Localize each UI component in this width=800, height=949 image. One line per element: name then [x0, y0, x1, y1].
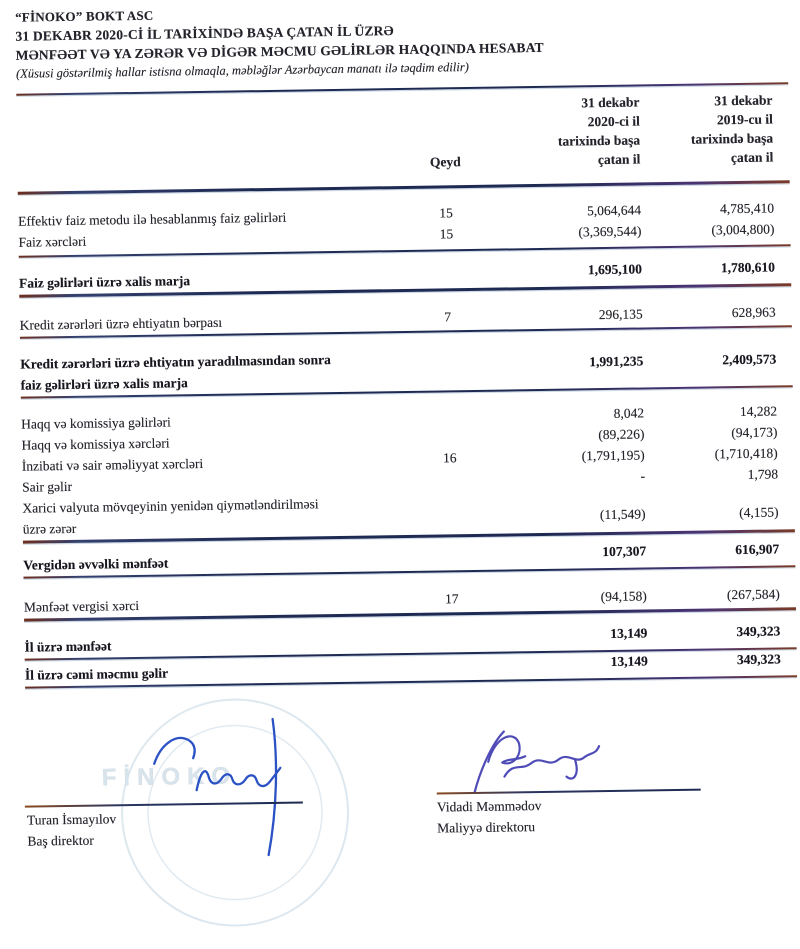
signature-area: [25, 678, 797, 945]
row-value-2020: (3,369,544): [578, 223, 642, 240]
row-note: [423, 546, 479, 547]
note-column-header: Qeyd: [429, 154, 461, 170]
row-value-2020: (1,791,195): [581, 447, 645, 464]
row-label: Kredit zərərləri üzrə ehtiyatın yaradılmasından sonra faiz gəlirləri üzrə xalis marja: [20, 352, 331, 393]
signature-vidadi-memmedov: [474, 730, 600, 792]
row-value-2019: 2,409,573: [722, 351, 777, 368]
row-value-2020: 1,695,100: [587, 261, 643, 278]
column-header-2019: 31 dekabr 2019-cu il tarixində başa çatan il: [690, 92, 774, 166]
row-label: Faiz xərcləri: [18, 233, 87, 250]
row-note: [421, 405, 477, 406]
row-value-2020: 107,307: [602, 543, 647, 559]
row-value-2019: 1,798: [747, 466, 779, 483]
row-value-2020: 5,064,644: [586, 202, 642, 219]
row-label: Kredit zərərləri üzrə ehtiyatın bərpası: [19, 314, 223, 333]
signatory-name-left: Turan İsmayılov: [26, 811, 117, 828]
row-value-2019: 616,907: [735, 541, 780, 557]
row-label: Faiz gəlirləri üzrə xalis marja: [19, 273, 191, 291]
row-note: 17: [444, 591, 459, 607]
row-label: Haqq və komissiya xərcləri: [21, 435, 170, 454]
horizontal-rule: [18, 181, 790, 195]
row-note: [420, 345, 476, 346]
row-note: 16: [442, 450, 457, 466]
stamp-and-signatures-graphic: [3, 678, 797, 946]
row-note: [419, 264, 475, 265]
company-name: “FİNOKO” BOKT ASC: [15, 7, 154, 25]
row-value-2019: (94,173): [731, 424, 778, 441]
row-value-2020: 1,991,235: [589, 353, 644, 370]
row-label: İnzibati və sair əməliyyat xərcləri: [21, 456, 204, 475]
row-value-2019: 628,963: [731, 304, 776, 320]
row-label: İl üzrə cəmi məcmu gəlir: [24, 665, 169, 683]
row-value-2019: 349,323: [736, 651, 781, 667]
row-label: Sair gəlir: [22, 479, 73, 496]
row-value-2019: 1,780,610: [720, 259, 776, 276]
statement-period-title: 31 DEKABR 2020-Cİ İL TARİXİNDƏ BAŞA ÇATAN İL ÜZRƏ: [15, 23, 394, 44]
row-value-2019: (267,584): [726, 586, 780, 603]
row-value-2019: 14,282: [739, 403, 778, 420]
table-column-headers: [16, 91, 785, 178]
row-label: Xarici valyuta mövqeyinin yenidən qiymətləndirilməsi üzrə zərər: [22, 496, 319, 538]
row-note: [424, 627, 480, 628]
row-value-2020: 13,149: [610, 624, 648, 641]
signatory-title-left: Baş direktor: [27, 832, 94, 849]
row-label: İl üzrə mənfəət: [24, 637, 112, 655]
signatory-name-right: Vidadi Məmmədov: [436, 798, 542, 815]
row-note: 7: [444, 308, 452, 324]
row-value-2020: 296,135: [598, 306, 643, 322]
row-note: 15: [439, 205, 453, 221]
row-value-2020: -: [640, 468, 646, 484]
row-value-2019: 4,785,410: [719, 200, 775, 217]
currency-note: (Xüsusi göstərilmiş hallar istisna olmaqla, məbləğlər Azərbaycan manatı ilə təqdim edilir): [15, 60, 469, 81]
signatory-title-right: Maliyyə direktoru: [437, 819, 536, 836]
row-value-2019: (1,710,418): [714, 445, 778, 462]
label-column-header: [18, 172, 418, 178]
row-value-2020: (11,549): [599, 506, 646, 523]
column-header-2020: 31 dekabr 2020-ci il tarixində başa çatan il: [557, 94, 641, 168]
row-value-2020: (94,158): [600, 588, 647, 605]
row-value-2019: 349,323: [736, 622, 781, 639]
row-value-2020: 13,149: [610, 653, 648, 669]
company-stamp: [101, 698, 350, 928]
row-note: 15: [439, 226, 454, 242]
row-note: [425, 656, 481, 657]
row-label: Effektiv faiz metodu ilə hesablanmış faiz gəlirləri: [18, 209, 287, 229]
row-label: Haqq və komissiya gəlirləri: [21, 414, 171, 433]
row-label: Vergidən əvvəlki mənfəət: [23, 555, 169, 573]
row-label: Mənfəət vergisi xərci: [23, 598, 140, 615]
statement-title: MƏNFƏƏT VƏ YA ZƏRƏR VƏ DİGƏR MƏCMU GƏLİRLƏR HAQQINDA HESABAT: [15, 39, 544, 63]
stamp-text: FİNOKO: [101, 762, 238, 792]
row-value-2019: (3,004,800): [711, 221, 775, 238]
row-value-2019: (4,155): [739, 504, 779, 521]
row-value-2020: (89,226): [598, 426, 645, 443]
row-value-2020: 8,042: [613, 405, 645, 422]
